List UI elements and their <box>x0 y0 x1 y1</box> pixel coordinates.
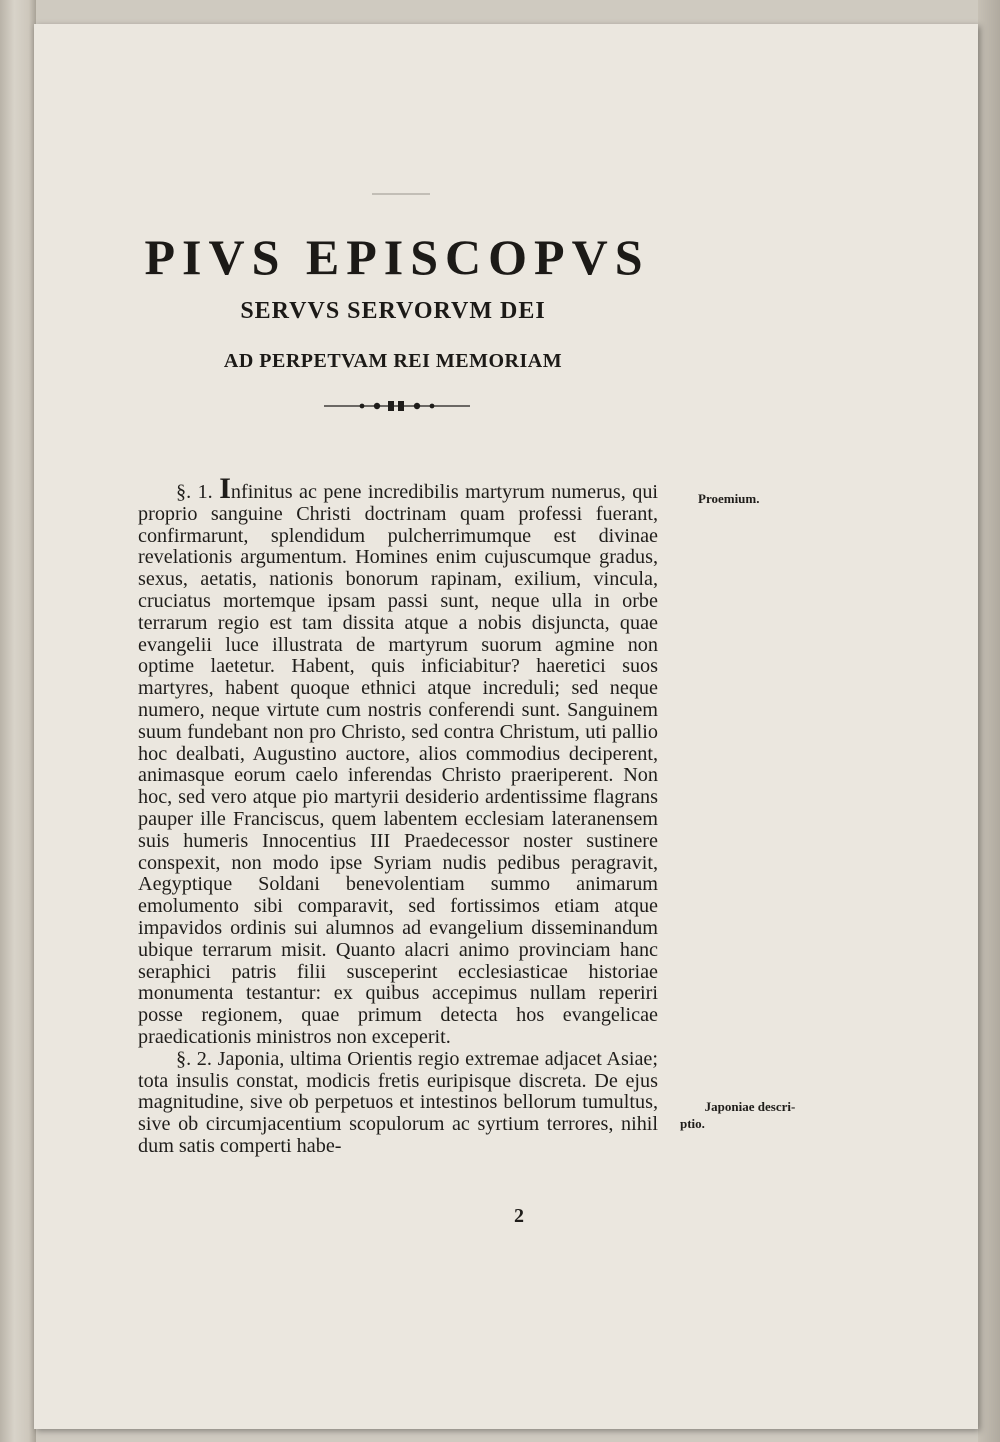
initial-letter: I <box>219 472 231 505</box>
document-dedication: AD PERPETVAM REI MEMORIAM <box>223 350 563 372</box>
body-text <box>138 472 659 1158</box>
margin-note-line: Japoniae descri- <box>704 1099 796 1114</box>
paragraph-1 <box>138 472 659 1049</box>
margin-note-japonia <box>680 1098 820 1132</box>
page-edge <box>978 0 1000 1442</box>
section-number: §. 2. <box>176 1047 212 1070</box>
section-number: §. 1. <box>176 481 213 503</box>
ornament-divider-icon <box>322 398 472 414</box>
document-title: PIVS EPISCOPVS <box>144 229 650 285</box>
paragraph-text: nfinitus ac pene incredibilis martyrum numerus, qui proprio sanguine Christi doctrinam quam professi fuerant, confirmarunt, splendidum pulcherrimumque est divinae revelationis argumentum. Homines enim cujuscumque gradus, sexus, aetatis, nationis bonorum rapinam, exilium, vincula, cruciatus mortemque ipsam passi sunt, neque ulla in orbe terrarum regio est tam dissita atque a nobis disjuncta, quae evangelii luce illustrata de martyrum suorum agmine non optime laetetur. Habent, quis inficiabitur? haeretici suos martyres, habent quoque ethnici atque increduli; sed neque numero, neque virtute cum nostris conferendi sunt. Sanguinem suum fundebant non pro Christo, sed contra Christum, uti pallio hoc dealbati, Augustino auctore, alios commodius deciperent, animasque eorum caelo inferendas Christo praeriperent. Non hoc, sed vero atque pio martyrii desiderio ardentissime flagrans pauper ille Franciscus, quem labentem ecclesiam lateranensem suis humeris Innocentius III Praedecessor noster sustinere conspexit, non modo ipse Syriam nudis pedibus peragravit, Aegyptique Soldani benevolentiam summo animarum emolumento sibi comparavit, sed fortissimos etiam atque impavidos ordinis sui alumnos ad evangelium disseminandum ubique terrarum misit. Quanto alacri animo provinciam hanc seraphici patris filii susceperint ecclesiasticae historiae monumenta testantur: ex quibus accepimus nullam reperiri posse regionem, quae primum detecta hos evangelicae praedicationis ministros non exceperit. <box>138 481 659 1048</box>
facing-page-edge <box>0 0 36 1442</box>
faint-rule <box>372 193 430 195</box>
margin-note-line: ptio. <box>680 1116 705 1131</box>
margin-note-proemium: Proemium. <box>698 491 760 506</box>
page-number: 2 <box>514 1205 524 1227</box>
paragraph-text: Japonia, ultima Orientis regio extremae adjacet Asiae; tota insulis constat, modicis fretis euripisque discreta. De ejus magnitudine, sive ob perpetuos et intestinos bellorum tumultus, sive ob circumjacentium scopulorum ac syrtium terrores, nihil dum satis comperti habe- <box>138 1047 659 1157</box>
document-subtitle: SERVVS SERVORVM DEI <box>240 298 546 324</box>
paragraph-2 <box>138 1049 658 1158</box>
